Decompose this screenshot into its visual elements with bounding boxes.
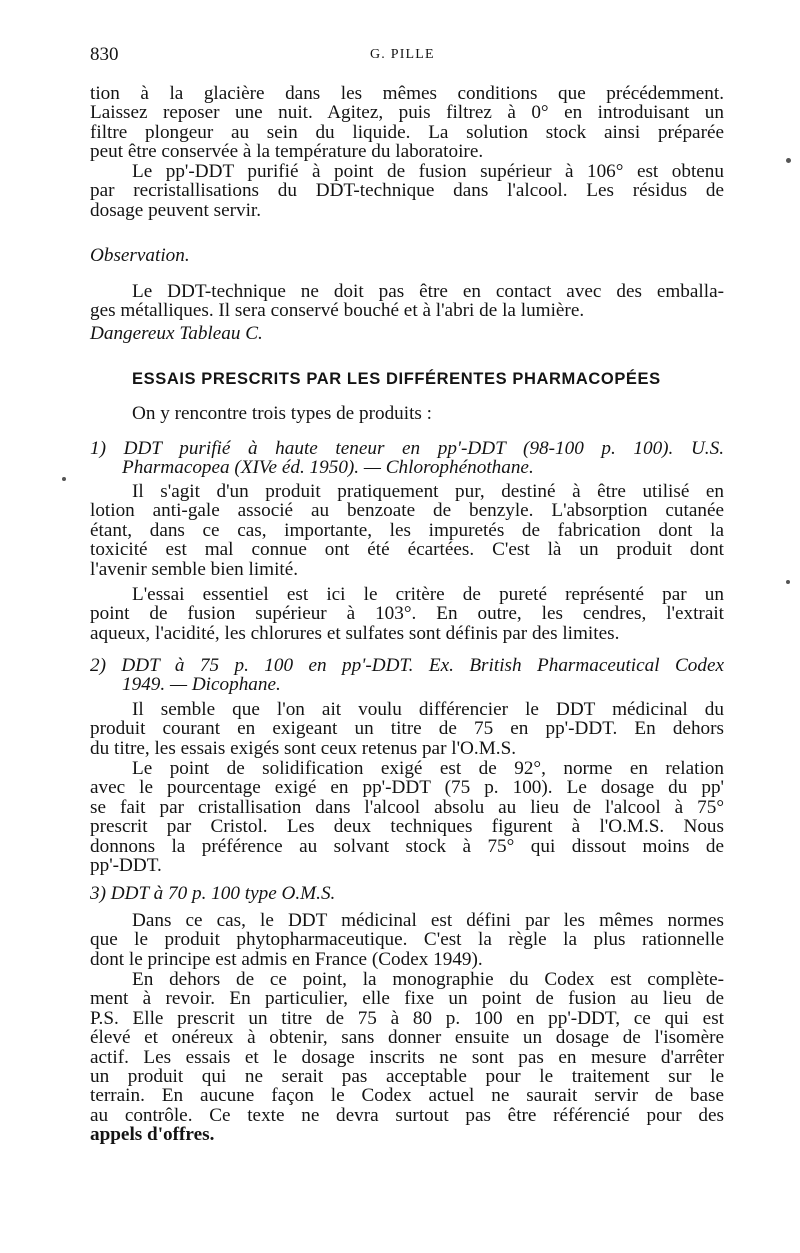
text-line: prescrit par Cristol. Les deux techniques figurent à l'O.M.S. Nous bbox=[90, 816, 724, 838]
text-line: Observation. bbox=[90, 245, 190, 266]
item-2-paragraph-1 bbox=[90, 700, 724, 758]
text-line: aqueux, l'acidité, les chlorures et sulfates sont définis par des limites. bbox=[90, 622, 620, 644]
text-line: au contrôle. Ce texte ne devra surtout pas être référencié pour des bbox=[90, 1104, 724, 1126]
text-line: On y rencontre trois types de produits : bbox=[132, 403, 433, 424]
text-line: lotion anti-gale associé au benzoate de benzyle. L'absorption cutanée bbox=[90, 500, 724, 522]
section-heading: ESSAIS PRESCRITS PAR LES DIFFÉRENTES PHARMACOPÉES bbox=[132, 370, 661, 388]
text-line: toxicité est mal connue ont été écartées. C'est là un produit dont bbox=[90, 539, 724, 561]
scan-speck bbox=[786, 580, 790, 584]
text-line: Le DDT-technique ne doit pas être en contact avec des emballa- bbox=[132, 281, 724, 302]
item-1-paragraph-1 bbox=[90, 482, 724, 579]
text-line: Le pp'-DDT purifié à point de fusion supérieur à 106° est obtenu bbox=[132, 161, 724, 182]
text-line: filtre plongeur au sein du liquide. La solution stock ainsi préparée bbox=[90, 121, 724, 143]
text-line: se fait par cristallisation dans l'alcool absolu au lieu de l'alcool à 75° bbox=[90, 796, 724, 818]
observation-heading bbox=[90, 246, 724, 265]
text-line: dont le principe est admis en France (Codex 1949). bbox=[90, 948, 483, 970]
item-3-paragraph-2 bbox=[90, 970, 724, 1145]
text-line: avec le pourcentage exigé en pp'-DDT (75 p. 100). Le dosage du pp' bbox=[90, 777, 724, 799]
text-line: par recristallisations du DDT-technique dans l'alcool. Les résidus de bbox=[90, 180, 724, 202]
text-line: du titre, les essais exigés sont ceux retenus par l'O.M.S. bbox=[90, 737, 517, 759]
text-line: Laissez reposer une nuit. Agitez, puis filtrez à 0° en introduisant un bbox=[90, 102, 724, 124]
text-line: appels d'offres. bbox=[90, 1124, 215, 1146]
text-line: peut être conservée à la température du laboratoire. bbox=[90, 141, 484, 163]
scan-speck bbox=[62, 477, 66, 481]
dangerous-table-note bbox=[90, 324, 724, 343]
text-line: 1) DDT purifié à haute teneur en pp'-DDT (98-100 p. 100). U.S. bbox=[90, 438, 724, 459]
page-number: 830 bbox=[90, 44, 119, 65]
text-line: ges métalliques. Il sera conservé bouché et à l'abri de la lumière. bbox=[90, 300, 585, 322]
text-line: un produit qui ne serait pas acceptable pour le traitement sur le bbox=[90, 1065, 724, 1087]
text-line: donnons la préférence au solvant stock à 75° qui dissout moins de bbox=[90, 835, 724, 857]
paragraph-pp-ddt-purifie bbox=[90, 162, 724, 220]
running-header-author: G. PILLE bbox=[370, 47, 435, 62]
text-line: L'essai essentiel est ici le critère de pureté représenté par un bbox=[132, 584, 724, 605]
text-line: En dehors de ce point, la monographie du Codex est complète- bbox=[132, 969, 724, 990]
text-line: tion à la glacière dans les mêmes conditions que précédemment. bbox=[90, 83, 724, 104]
paragraph-observation bbox=[90, 282, 724, 321]
text-line: produit courant en exigeant un titre de 75 en pp'-DDT. En dehors bbox=[90, 718, 724, 740]
item-3-paragraph-1 bbox=[90, 911, 724, 969]
scan-speck bbox=[786, 158, 791, 163]
text-line: terrain. En aucune façon le Codex actuel ne saurait servir de base bbox=[90, 1085, 724, 1107]
text-line: pp'-DDT. bbox=[90, 854, 162, 876]
text-line: 3) DDT à 70 p. 100 type O.M.S. bbox=[90, 883, 336, 904]
text-line: élevé et onéreux à obtenir, sans donner ensuite un dosage de l'isomère bbox=[90, 1027, 724, 1049]
item-2-title bbox=[90, 656, 724, 695]
text-line: actif. Les essais et le dosage inscrits ne sont pas en mesure d'arrêter bbox=[90, 1046, 724, 1068]
text-line: ment à revoir. En particulier, elle fixe un point de fusion au lieu de bbox=[90, 988, 724, 1010]
text-line: P.S. Elle prescrit un titre de 75 à 80 p. 100 en pp'-DDT, ce qui est bbox=[90, 1007, 724, 1029]
item-1-title bbox=[90, 439, 724, 478]
text-line: l'avenir semble bien limité. bbox=[90, 558, 299, 580]
paragraph-continuation bbox=[90, 84, 724, 162]
text-line: Il semble que l'on ait voulu différencier le DDT médicinal du bbox=[132, 699, 724, 720]
text-line: Dans ce cas, le DDT médicinal est défini par les mêmes normes bbox=[132, 910, 724, 931]
text-line: Pharmacopea (XIVe éd. 1950). — Chlorophénothane. bbox=[122, 457, 534, 479]
text-line: Dangereux Tableau C. bbox=[90, 323, 263, 344]
item-3-title bbox=[90, 884, 724, 903]
section-intro bbox=[90, 404, 724, 423]
item-1-paragraph-2 bbox=[90, 585, 724, 643]
text-line: étant, dans ce cas, importante, les impuretés de fabrication dont la bbox=[90, 519, 724, 541]
text-line: Le point de solidification exigé est de 92°, norme en relation bbox=[132, 758, 724, 779]
text-line: 1949. — Dicophane. bbox=[122, 674, 281, 696]
text-line: dosage peuvent servir. bbox=[90, 199, 262, 221]
text-line: que le produit phytopharmaceutique. C'est la règle la plus rationnelle bbox=[90, 929, 724, 951]
text-line: 2) DDT à 75 p. 100 en pp'-DDT. Ex. British Pharmaceutical Codex bbox=[90, 655, 724, 676]
item-2-paragraph-2 bbox=[90, 759, 724, 875]
text-line: point de fusion supérieur à 103°. En outre, les cendres, l'extrait bbox=[90, 603, 724, 625]
text-line: Il s'agit d'un produit pratiquement pur, destiné à être utilisé en bbox=[132, 481, 724, 502]
